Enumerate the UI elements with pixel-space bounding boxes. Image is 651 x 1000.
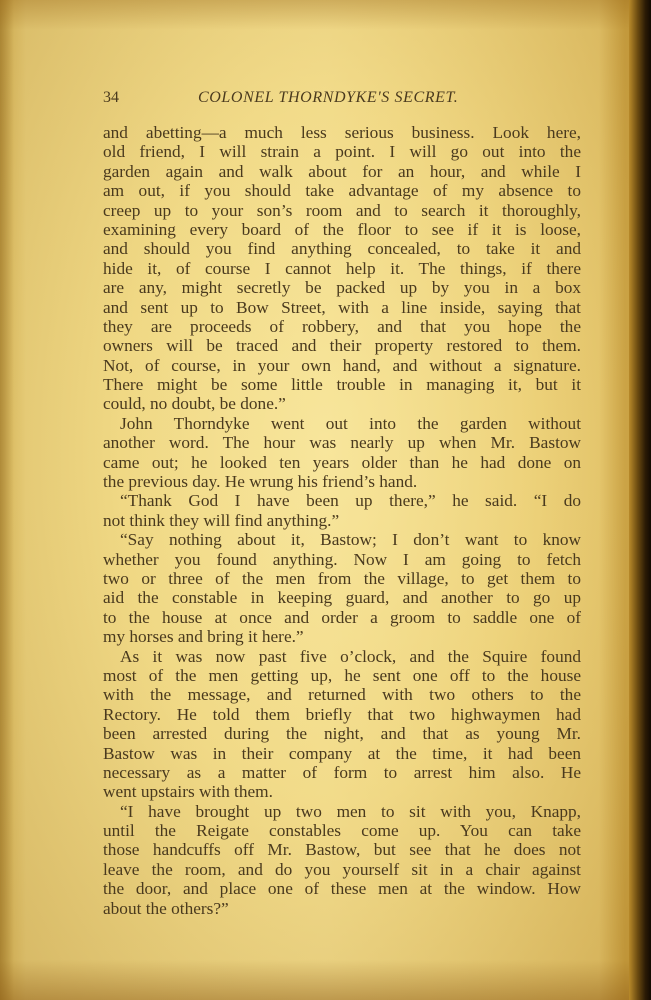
text-line: am out, if you should take advantage of my absence to	[103, 181, 581, 201]
text-line: went upstairs with them.	[103, 782, 273, 802]
text-line: hide it, of course I cannot help it. The things, if there	[103, 258, 581, 278]
text-line: As it was now past five o’clock, and the Squire found	[120, 646, 581, 666]
text-line: could, no doubt, be done.”	[103, 394, 286, 414]
page-edge-shadow	[0, 0, 14, 1000]
text-line: with the message, and returned with two others to the	[103, 685, 581, 705]
text-line: creep up to your son’s room and to search it thoroughly,	[103, 200, 581, 220]
running-header	[103, 89, 581, 111]
text-line: those handcuffs off Mr. Bastow, but see that he does not	[103, 840, 581, 860]
text-line: about the others?”	[103, 898, 229, 918]
text-line: leave the room, and do you yourself sit in a chair against	[103, 859, 581, 879]
text-line: most of the men getting up, he sent one off to the house	[103, 665, 581, 685]
book-spine-edge	[629, 0, 651, 1000]
text-line: Bastow was in their company at the time, it had been	[103, 743, 581, 763]
text-line: two or three of the men from the village, to get them to	[103, 568, 581, 588]
bottom-edge-shadow	[0, 960, 651, 1000]
text-line: There might be some little trouble in managing it, but it	[103, 375, 581, 395]
text-line: necessary as a matter of form to arrest him also. He	[103, 762, 581, 782]
text-line: Not, of course, in your own hand, and without a signature.	[103, 355, 581, 375]
text-line: examining every board of the floor to see if it is loose,	[103, 219, 581, 239]
text-line: to the house at once and order a groom to saddle one of	[103, 607, 581, 627]
text-line: and should you find anything concealed, to take it and	[103, 239, 581, 259]
text-line: whether you found anything. Now I am going to fetch	[103, 549, 581, 569]
text-line: and sent up to Bow Street, with a line inside, saying that	[103, 297, 581, 317]
text-line: garden again and walk about for an hour, and while I	[103, 161, 581, 181]
text-line: “Thank God I have been up there,” he said. “I do	[120, 491, 581, 511]
text-line: the door, and place one of these men at the window. How	[103, 879, 581, 899]
text-line: and abetting—a much less serious business. Look here,	[103, 123, 581, 142]
text-line: another word. The hour was nearly up when Mr. Bastow	[103, 433, 581, 453]
text-line: the previous day. He wrung his friend’s hand.	[103, 472, 418, 492]
text-line: old friend, I will strain a point. I will go out into the	[103, 142, 581, 162]
text-line: not think they will find anything.”	[103, 510, 340, 530]
text-line: came out; he looked ten years older than he had done on	[103, 452, 581, 472]
text-line: aid the constable in keeping guard, and another to go up	[103, 588, 581, 608]
top-edge-shadow	[0, 0, 651, 30]
page-body-text	[103, 123, 581, 918]
text-line: owners will be traced and their property restored to them.	[103, 336, 581, 356]
text-line: my horses and bring it here.”	[103, 627, 304, 647]
text-line: Rectory. He told them briefly that two highwaymen had	[103, 704, 581, 724]
text-line: they are proceeds of robbery, and that you hope the	[103, 316, 581, 336]
page-number: 34	[103, 89, 119, 106]
text-line: John Thorndyke went out into the garden without	[120, 413, 581, 433]
text-line: are any, might secretly be packed up by you in a box	[103, 278, 581, 298]
text-line: “Say nothing about it, Bastow; I don’t want to know	[120, 530, 581, 550]
running-title: COLONEL THORNDYKE'S SECRET.	[198, 89, 459, 106]
text-line: “I have brought up two men to sit with you, Knapp,	[120, 801, 581, 821]
text-line: been arrested during the night, and that as young Mr.	[103, 724, 581, 744]
text-line: until the Reigate constables come up. You can take	[103, 821, 581, 841]
